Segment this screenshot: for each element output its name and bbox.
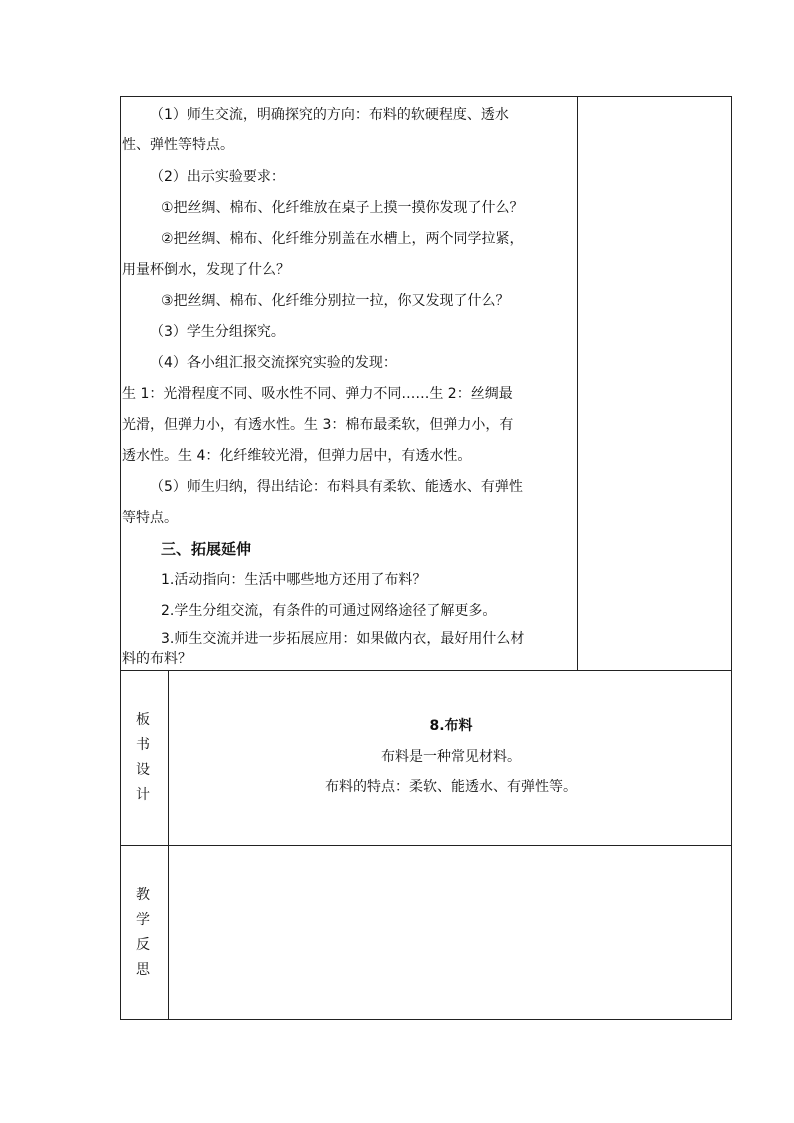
process-line-17: 2.学生分组交流，有条件的可通过网络途径了解更多。 <box>161 603 497 619</box>
process-line-9: （4）各小组汇报交流探究实验的发现： <box>150 355 397 371</box>
process-line-2: 性、弹性等特点。 <box>122 137 234 153</box>
process-line-19: 料的布料？ <box>122 651 192 667</box>
process-line-7: ③把丝绸、棉布、化纤维分别拉一拉，你又发现了什么？ <box>161 293 510 309</box>
label-char: 书 <box>136 737 150 753</box>
process-line-14: 等特点。 <box>122 510 178 526</box>
process-line-3: （2）出示实验要求： <box>150 169 285 185</box>
process-line-12: 透水性。生 4：化纤维较光滑，但弹力居中，有透水性。 <box>122 448 472 464</box>
process-line-11: 光滑，但弹力小，有透水性。生 3：棉布最柔软，但弹力小，有 <box>122 417 514 433</box>
row-divider-1 <box>120 670 732 671</box>
label-char: 计 <box>136 787 150 803</box>
process-line-1: （1）师生交流，明确探究的方向：布料的软硬程度、透水 <box>150 107 509 123</box>
label-char: 学 <box>136 912 150 928</box>
row-divider-2 <box>120 845 732 846</box>
process-line-10: 生 1：光滑程度不同、吸水性不同、弹力不同……生 2：丝绸最 <box>122 386 513 402</box>
reflection-content <box>170 847 730 1018</box>
process-line-8: （3）学生分组探究。 <box>150 324 285 340</box>
process-line-5: ②把丝绸、棉布、化纤维分别盖在水槽上，两个同学拉紧， <box>161 231 524 247</box>
process-line-4: ①把丝绸、棉布、化纤维放在桌子上摸一摸你发现了什么？ <box>161 200 524 216</box>
process-line-13: （5）师生归纳，得出结论：布料具有柔软、能透水、有弹性 <box>150 479 523 495</box>
column-divider-top <box>577 96 578 670</box>
board-design-label <box>120 708 166 808</box>
process-line-6: 用量杯倒水，发现了什么？ <box>122 262 290 278</box>
label-char: 板 <box>136 712 150 728</box>
process-line-16: 1.活动指向：生活中哪些地方还用了布料？ <box>161 572 427 588</box>
label-char: 思 <box>136 962 150 978</box>
reflection-label <box>120 883 166 983</box>
label-char: 教 <box>136 887 150 903</box>
label-char: 反 <box>136 937 150 953</box>
board-title: 8.布料 <box>429 718 473 734</box>
label-char: 设 <box>136 762 150 778</box>
board-line-2: 布料的特点：柔软、能透水、有弹性等。 <box>325 779 577 795</box>
process-line-18: 3.师生交流并进一步拓展应用：如果做内衣，最好用什么材 <box>161 631 525 647</box>
board-line-1: 布料是一种常见材料。 <box>381 749 521 765</box>
section-heading-extension: 三、拓展延伸 <box>161 540 252 558</box>
